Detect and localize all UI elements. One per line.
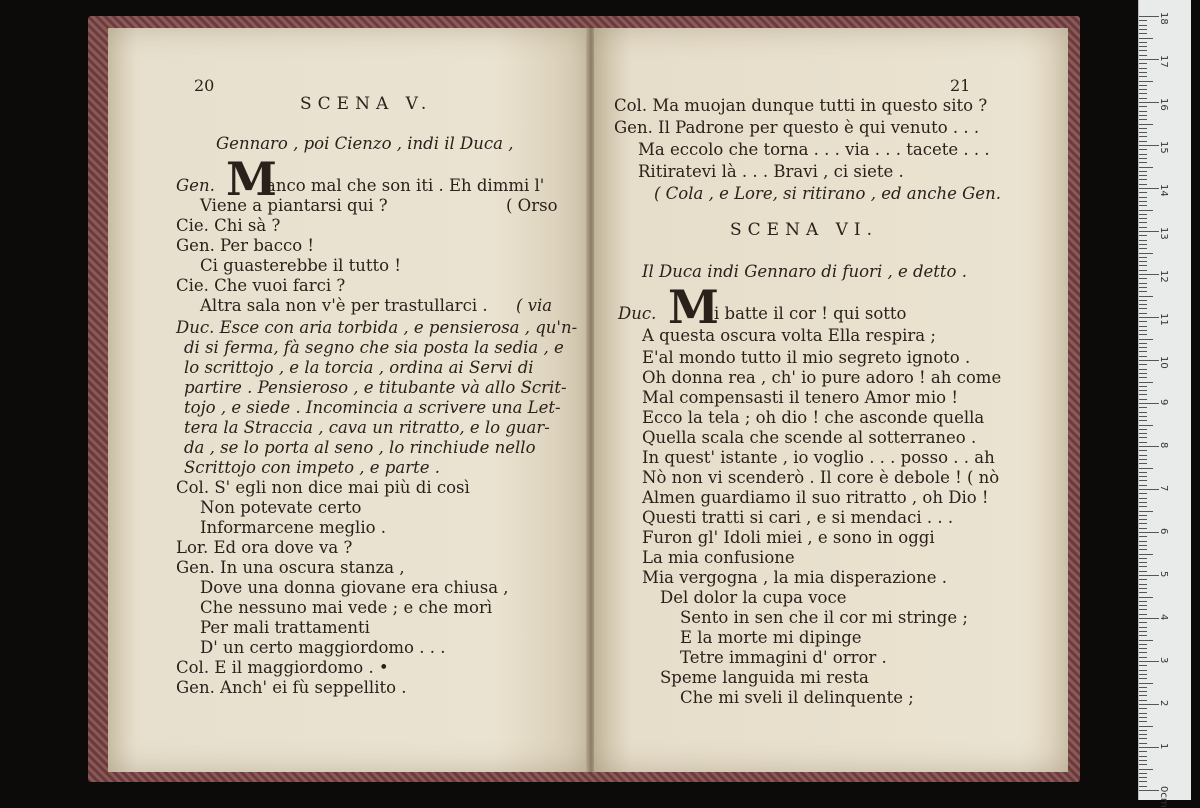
- ruler-tick: [1139, 493, 1147, 494]
- ruler-tick: [1139, 218, 1147, 219]
- text-line: Duc. Esce con aria torbida , e pensierosa , qu'n-: [176, 318, 578, 337]
- text-line: Che nessuno mai vede ; e che morì: [200, 598, 493, 617]
- text-line: Altra sala non v'è per trastullarci .: [200, 296, 488, 315]
- ruler-tick: [1139, 16, 1159, 17]
- text-line: Questi tratti si cari , e si mendaci . . .: [642, 508, 954, 527]
- ruler-tick: [1139, 455, 1147, 456]
- ruler-tick: [1139, 674, 1147, 675]
- ruler-tick: [1139, 158, 1147, 159]
- ruler-tick: [1139, 515, 1147, 516]
- ruler-tick: [1139, 188, 1159, 189]
- ruler-tick: [1139, 648, 1147, 649]
- ruler-label: 16: [1158, 98, 1169, 111]
- ruler-tick: [1139, 678, 1147, 679]
- ruler-tick: [1139, 425, 1153, 426]
- text-line: A questa oscura volta Ella respira ;: [642, 326, 936, 345]
- ruler-tick: [1139, 205, 1147, 206]
- ruler-tick: [1139, 717, 1147, 718]
- ruler-tick: [1139, 347, 1147, 348]
- ruler-tick: [1139, 55, 1147, 56]
- ruler-tick: [1139, 605, 1147, 606]
- ruler-tick: [1139, 102, 1159, 103]
- ruler-tick: [1139, 149, 1147, 150]
- text-line: Lor. Ed ora dove va ?: [176, 538, 353, 557]
- text-line: Gen.: [176, 176, 215, 195]
- ruler-tick: [1139, 119, 1147, 120]
- text-line: Gen. Il Padrone per questo è qui venuto . . .: [614, 118, 980, 137]
- ruler-tick: [1139, 734, 1147, 735]
- ruler-tick: [1139, 713, 1147, 714]
- ruler-tick: [1139, 751, 1147, 752]
- page-number-right: 21: [950, 76, 971, 95]
- ruler-tick: [1139, 360, 1159, 361]
- ruler-tick: [1139, 571, 1147, 572]
- ruler-tick: [1139, 416, 1147, 417]
- ruler-tick: [1139, 145, 1159, 146]
- ruler-tick: [1139, 627, 1147, 628]
- ruler-tick: [1139, 287, 1147, 288]
- ruler-tick: [1139, 373, 1147, 374]
- text-line: Nò non vi scenderò . Il core è debole ! ( nò: [642, 468, 1000, 487]
- text-line: Gen. Anch' ei fù seppellito .: [176, 678, 407, 697]
- ruler-tick: [1139, 773, 1147, 774]
- ruler-tick: [1139, 528, 1147, 529]
- ruler-tick: [1139, 730, 1147, 731]
- ruler-tick: [1139, 167, 1153, 168]
- ruler-tick: [1139, 124, 1153, 125]
- text-line: Col. S' egli non dice mai più di così: [176, 478, 470, 497]
- text-line: da , se lo porta al seno , lo rinchiude nello: [184, 438, 536, 457]
- ruler-tick: [1139, 498, 1147, 499]
- ruler-tick: [1139, 476, 1147, 477]
- left-page: [108, 28, 590, 772]
- ruler-tick: [1139, 437, 1147, 438]
- ruler-tick: [1139, 132, 1147, 133]
- ruler-label: 18: [1158, 12, 1169, 25]
- ruler-tick: [1139, 369, 1147, 370]
- text-line: ( Cola , e Lore, si ritirano , ed anche Gen.: [654, 184, 1001, 203]
- text-line: Col. Ma muojan dunque tutti in questo sito ?: [614, 96, 988, 115]
- ruler-tick: [1139, 721, 1147, 722]
- ruler-label: 10: [1158, 356, 1169, 369]
- text-line: Ci guasterebbe il tutto !: [200, 256, 401, 275]
- ruler-tick: [1139, 566, 1147, 567]
- ruler-tick: [1139, 549, 1147, 550]
- ruler-tick: [1139, 296, 1153, 297]
- ruler-tick: [1139, 463, 1147, 464]
- text-line: Oh donna rea , ch' io pure adoro ! ah come: [642, 368, 1002, 387]
- ruler-label: 8: [1158, 442, 1169, 449]
- ruler-tick: [1139, 575, 1159, 576]
- ruler-tick: [1139, 657, 1147, 658]
- ruler-label: 1: [1158, 743, 1169, 750]
- text-line: La mia confusione: [642, 548, 795, 567]
- text-line: tera la Straccia , cava un ritratto, e lo guar-: [184, 418, 550, 437]
- ruler-tick: [1139, 63, 1147, 64]
- ruler-tick: [1139, 777, 1147, 778]
- ruler-tick: [1139, 558, 1147, 559]
- ruler-tick: [1139, 622, 1147, 623]
- ruler-tick: [1139, 506, 1147, 507]
- ruler-tick: [1139, 747, 1159, 748]
- ruler-tick: [1139, 764, 1147, 765]
- ruler-tick: [1139, 29, 1147, 30]
- ruler-tick: [1139, 339, 1153, 340]
- ruler-tick: [1139, 468, 1153, 469]
- ruler-tick: [1139, 317, 1159, 318]
- ruler-tick: [1139, 334, 1147, 335]
- ruler-tick: [1139, 154, 1147, 155]
- ruler-tick: [1139, 278, 1147, 279]
- ruler-tick: [1139, 364, 1147, 365]
- ruler-tick: [1139, 781, 1147, 782]
- ruler-tick: [1139, 72, 1147, 73]
- ruler-tick: [1139, 704, 1159, 705]
- text-line: Scrittojo con impeto , e parte .: [184, 458, 440, 477]
- ruler-tick: [1139, 343, 1147, 344]
- ruler-tick: [1139, 20, 1147, 21]
- ruler-tick: [1139, 532, 1159, 533]
- ruler-tick: [1139, 351, 1147, 352]
- ruler-tick: [1139, 184, 1147, 185]
- ruler-tick: [1139, 407, 1147, 408]
- text-line: lo scrittojo , e la torcia , ordina ai Servi di: [184, 358, 534, 377]
- ruler-tick: [1139, 356, 1147, 357]
- ruler-tick: [1139, 562, 1147, 563]
- text-line: Sento in sen che il cor mi stringe ;: [680, 608, 968, 627]
- ruler-tick: [1139, 635, 1147, 636]
- ruler-tick: [1139, 519, 1147, 520]
- scene-subtitle-right: Il Duca indi Gennaro di fuori , e detto .: [642, 262, 967, 281]
- ruler-tick: [1139, 541, 1147, 542]
- text-line: Tetre immagini d' orror .: [680, 648, 887, 667]
- ruler-tick: [1139, 403, 1159, 404]
- ruler-tick: [1139, 640, 1153, 641]
- measurement-ruler: [1138, 0, 1191, 808]
- ruler-tick: [1139, 695, 1147, 696]
- ruler-tick: [1139, 472, 1147, 473]
- ruler-tick: [1139, 700, 1147, 701]
- ruler-label: 17: [1158, 55, 1169, 68]
- text-line: Speme languida mi resta: [660, 668, 869, 687]
- ruler-tick: [1139, 618, 1159, 619]
- scene-title-left: SCENA V.: [300, 94, 433, 114]
- ruler-label: 9: [1158, 399, 1169, 406]
- text-line: Quella scala che scende al sotterraneo .: [642, 428, 977, 447]
- ruler-tick: [1139, 579, 1147, 580]
- text-line: Informarcene meglio .: [200, 518, 387, 537]
- ruler-tick: [1139, 330, 1147, 331]
- right-page: [594, 28, 1068, 772]
- text-line: Gen. Per bacco !: [176, 236, 315, 255]
- ruler-tick: [1139, 141, 1147, 142]
- ruler-tick: [1139, 480, 1147, 481]
- text-line: ( Orso: [506, 196, 558, 215]
- text-line: Viene a piantarsi qui ?: [200, 196, 388, 215]
- ruler-tick: [1139, 769, 1153, 770]
- ruler-label: 11: [1158, 313, 1169, 326]
- ruler-tick: [1139, 485, 1147, 486]
- drop-cap-right: M: [668, 280, 719, 334]
- ruler-tick: [1139, 489, 1159, 490]
- ruler-tick: [1139, 128, 1147, 129]
- ruler-tick: [1139, 115, 1147, 116]
- ruler-tick: [1139, 59, 1159, 60]
- ruler-tick: [1139, 601, 1147, 602]
- ruler-tick: [1139, 89, 1147, 90]
- ruler-tick: [1139, 661, 1159, 662]
- text-line: Mal compensasti il tenero Amor mio !: [642, 388, 958, 407]
- text-line: Dove una donna giovane era chiusa ,: [200, 578, 509, 597]
- ruler-tick: [1139, 459, 1147, 460]
- ruler-tick: [1139, 106, 1147, 107]
- ruler-tick: [1139, 683, 1153, 684]
- ruler-tick: [1139, 652, 1147, 653]
- ruler-tick: [1139, 248, 1147, 249]
- ruler-tick: [1139, 442, 1147, 443]
- ruler-tick: [1139, 261, 1147, 262]
- ruler-tick: [1139, 274, 1159, 275]
- ruler-tick: [1139, 175, 1147, 176]
- ruler-tick: [1139, 691, 1147, 692]
- text-line: Cie. Chi sà ?: [176, 216, 281, 235]
- ruler-tick: [1139, 450, 1147, 451]
- text-line: Del dolor la cupa voce: [660, 588, 847, 607]
- ruler-tick: [1139, 511, 1153, 512]
- text-line: di si ferma, fà segno che sia posta la sedia , e: [184, 338, 564, 357]
- ruler-tick: [1139, 708, 1147, 709]
- text-line: E la morte mi dipinge: [680, 628, 862, 647]
- ruler-tick: [1139, 313, 1147, 314]
- text-line: Gen. In una oscura stanza ,: [176, 558, 405, 577]
- ruler-tick: [1139, 265, 1147, 266]
- ruler-tick: [1139, 502, 1147, 503]
- ruler-tick: [1139, 192, 1147, 193]
- ruler-tick: [1139, 523, 1147, 524]
- ruler-tick: [1139, 46, 1147, 47]
- ruler-tick: [1139, 171, 1147, 172]
- text-line: In quest' istante , io voglio . . . posso . . ah: [642, 448, 995, 467]
- text-line: Che mi sveli il delinquente ;: [680, 688, 914, 707]
- ruler-tick: [1139, 231, 1159, 232]
- ruler-tick: [1139, 25, 1147, 26]
- ruler-tick: [1139, 50, 1147, 51]
- text-line: partire . Pensieroso , e titubante và allo Scrit-: [184, 378, 567, 397]
- ruler-label: 15: [1158, 141, 1169, 154]
- ruler-tick: [1139, 253, 1153, 254]
- ruler-tick: [1139, 270, 1147, 271]
- ruler-tick: [1139, 244, 1147, 245]
- ruler-tick: [1139, 98, 1147, 99]
- ruler-tick: [1139, 433, 1147, 434]
- ruler-tick: [1139, 93, 1147, 94]
- ruler-label: 12: [1158, 270, 1169, 283]
- ruler-tick: [1139, 760, 1147, 761]
- ruler-tick: [1139, 227, 1147, 228]
- ruler-tick: [1139, 240, 1147, 241]
- ruler-tick: [1139, 394, 1147, 395]
- ruler-tick: [1139, 743, 1147, 744]
- ruler-label: 0cm: [1158, 786, 1169, 808]
- ruler-tick: [1139, 738, 1147, 739]
- ruler-tick: [1139, 214, 1147, 215]
- ruler-tick: [1139, 786, 1147, 787]
- ruler-tick: [1139, 38, 1153, 39]
- ruler-tick: [1139, 210, 1153, 211]
- ruler-tick: [1139, 81, 1153, 82]
- ruler-label: 14: [1158, 184, 1169, 197]
- ruler-tick: [1139, 308, 1147, 309]
- ruler-tick: [1139, 76, 1147, 77]
- ruler-tick: [1139, 412, 1147, 413]
- ruler-tick: [1139, 631, 1147, 632]
- ruler-tick: [1139, 446, 1159, 447]
- ruler-tick: [1139, 597, 1153, 598]
- ruler-tick: [1139, 584, 1147, 585]
- ruler-tick: [1139, 257, 1147, 258]
- ruler-label: 4: [1158, 614, 1169, 621]
- ruler-tick: [1139, 644, 1147, 645]
- ruler-tick: [1139, 399, 1147, 400]
- ruler-tick: [1139, 136, 1147, 137]
- ruler-tick: [1139, 588, 1147, 589]
- drop-cap-left: M: [226, 152, 277, 206]
- ruler-tick: [1139, 291, 1147, 292]
- ruler-tick: [1139, 386, 1147, 387]
- ruler-tick: [1139, 592, 1147, 593]
- text-line: Furon gl' Idoli miei , e sono in oggi: [642, 528, 935, 547]
- ruler-tick: [1139, 687, 1147, 688]
- ruler-tick: [1139, 304, 1147, 305]
- ruler-tick: [1139, 420, 1147, 421]
- text-line: Duc.: [618, 304, 657, 323]
- ruler-tick: [1139, 536, 1147, 537]
- ruler-label: 3: [1158, 657, 1169, 664]
- text-line: i batte il cor ! qui sotto: [714, 304, 907, 323]
- ruler-tick: [1139, 68, 1147, 69]
- text-line: Ritiratevi là . . . Bravi , ci siete .: [638, 162, 904, 181]
- ruler-tick: [1139, 197, 1147, 198]
- ruler-tick: [1139, 726, 1153, 727]
- ruler-tick: [1139, 382, 1153, 383]
- text-line: tojo , e siede . Incomincia a scrivere una Let-: [184, 398, 561, 417]
- ruler-label: 13: [1158, 227, 1169, 240]
- ruler-tick: [1139, 85, 1147, 86]
- ruler-tick: [1139, 111, 1147, 112]
- ruler-tick: [1139, 670, 1147, 671]
- text-line: D' un certo maggiordomo . . .: [200, 638, 446, 657]
- ruler-tick: [1139, 377, 1147, 378]
- scene-title-right: SCENA VI.: [730, 220, 879, 240]
- ruler-tick: [1139, 665, 1147, 666]
- ruler-tick: [1139, 614, 1147, 615]
- ruler-tick: [1139, 390, 1147, 391]
- text-line: Col. E il maggiordomo . •: [176, 658, 389, 677]
- scene-subtitle-left: Gennaro , poi Cienzo , indi il Duca ,: [216, 134, 514, 153]
- ruler-label: 6: [1158, 528, 1169, 535]
- ruler-tick: [1139, 756, 1147, 757]
- ruler-tick: [1139, 545, 1147, 546]
- ruler-tick: [1139, 201, 1147, 202]
- ruler-tick: [1139, 235, 1147, 236]
- ruler-tick: [1139, 326, 1147, 327]
- ruler-label: 5: [1158, 571, 1169, 578]
- text-line: anco mal che son iti . Eh dimmi l': [266, 176, 545, 195]
- text-line: Ecco la tela ; oh dio ! che asconde quella: [642, 408, 985, 427]
- ruler-tick: [1139, 222, 1147, 223]
- ruler-tick: [1139, 179, 1147, 180]
- text-line: ( via: [516, 296, 553, 315]
- ruler-tick: [1139, 429, 1147, 430]
- text-line: Per mali trattamenti: [200, 618, 370, 637]
- ruler-label: 2: [1158, 700, 1169, 707]
- ruler-tick: [1139, 162, 1147, 163]
- page-number-left: 20: [194, 76, 215, 95]
- ruler-label: 7: [1158, 485, 1169, 492]
- text-line: Cie. Che vuoi farci ?: [176, 276, 346, 295]
- ruler-tick: [1139, 609, 1147, 610]
- ruler-tick: [1139, 554, 1153, 555]
- text-line: Non potevate certo: [200, 498, 362, 517]
- text-line: E'al mondo tutto il mio segreto ignoto .: [642, 348, 971, 367]
- text-line: Almen guardiamo il suo ritratto , oh Dio !: [642, 488, 989, 507]
- ruler-tick: [1139, 42, 1147, 43]
- ruler-tick: [1139, 33, 1147, 34]
- text-line: Ma eccolo che torna . . . via . . . tacete . . .: [638, 140, 990, 159]
- ruler-tick: [1139, 283, 1147, 284]
- ruler-tick: [1139, 300, 1147, 301]
- ruler-tick: [1139, 321, 1147, 322]
- ruler-tick: [1139, 790, 1159, 791]
- text-line: Mia vergogna , la mia disperazione .: [642, 568, 947, 587]
